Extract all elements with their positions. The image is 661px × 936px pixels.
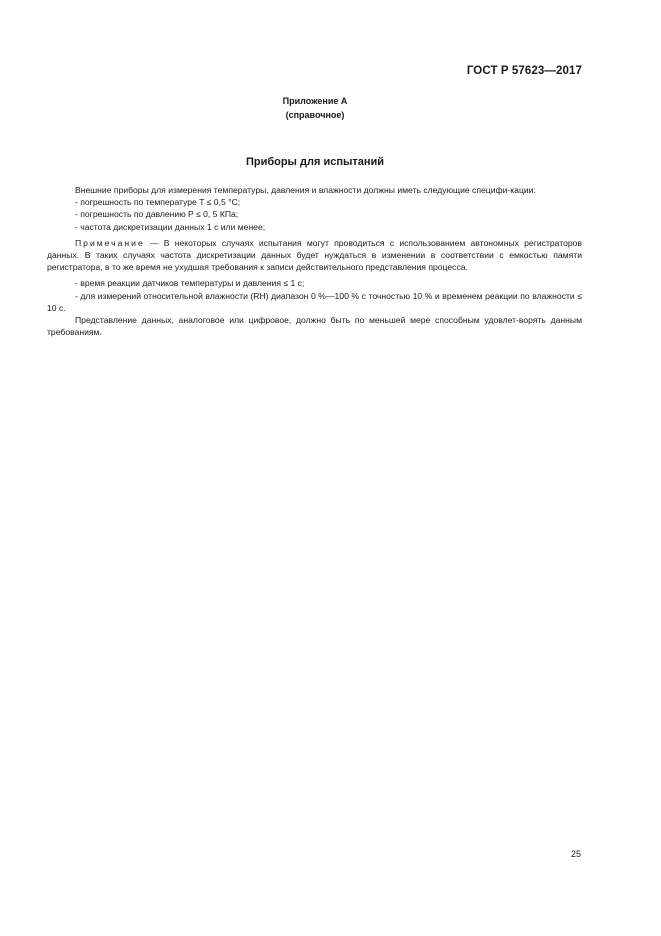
document-body <box>47 184 582 338</box>
intro-paragraph: Внешние приборы для измерения температуры, давления и влажности должны иметь следующие специфи-кации: <box>75 185 536 195</box>
annex-title: Приложение А <box>282 96 348 106</box>
document-code: ГОСТ Р 57623—2017 <box>466 65 582 77</box>
page-number: 25 <box>570 849 581 859</box>
reaction-item: - для измерений относительной влажности (RH) диапазон 0 %—100 % с точностью 10 % и временем реакции по влажности ≤ 10 с. <box>47 290 582 313</box>
annex-heading <box>0 95 630 122</box>
reaction-item: - время реакции датчиков температуры и давления ≤ 1 с; <box>75 278 305 289</box>
note-text: — В некоторых случаях испытания могут проводиться с использованием автономных регистраторов данных. В таких случаях частота дискретизации данных будет нуждаться в изменении в соответствии с емкостью памяти регистратора, в то же время не ухудшая требования к записи действительного представления процесса. <box>47 237 582 273</box>
note-label: Примечание <box>75 237 145 248</box>
annex-status: (справочное) <box>285 109 345 120</box>
closing-paragraph: Представление данных, аналоговое или цифровое, должно быть по меньшей мере способным удовлет-ворять данным требованиям. <box>47 315 582 338</box>
section-title: Приборы для испытаний <box>245 156 385 168</box>
spec-item: - частота дискретизации данных 1 с или менее; <box>75 221 266 232</box>
spec-item: - погрешность по температуре T ≤ 0,5 °C; <box>75 197 241 208</box>
spec-item: - погрешность по давлению P ≤ 0, 5 КПа; <box>75 209 239 220</box>
note-paragraph <box>47 237 582 274</box>
